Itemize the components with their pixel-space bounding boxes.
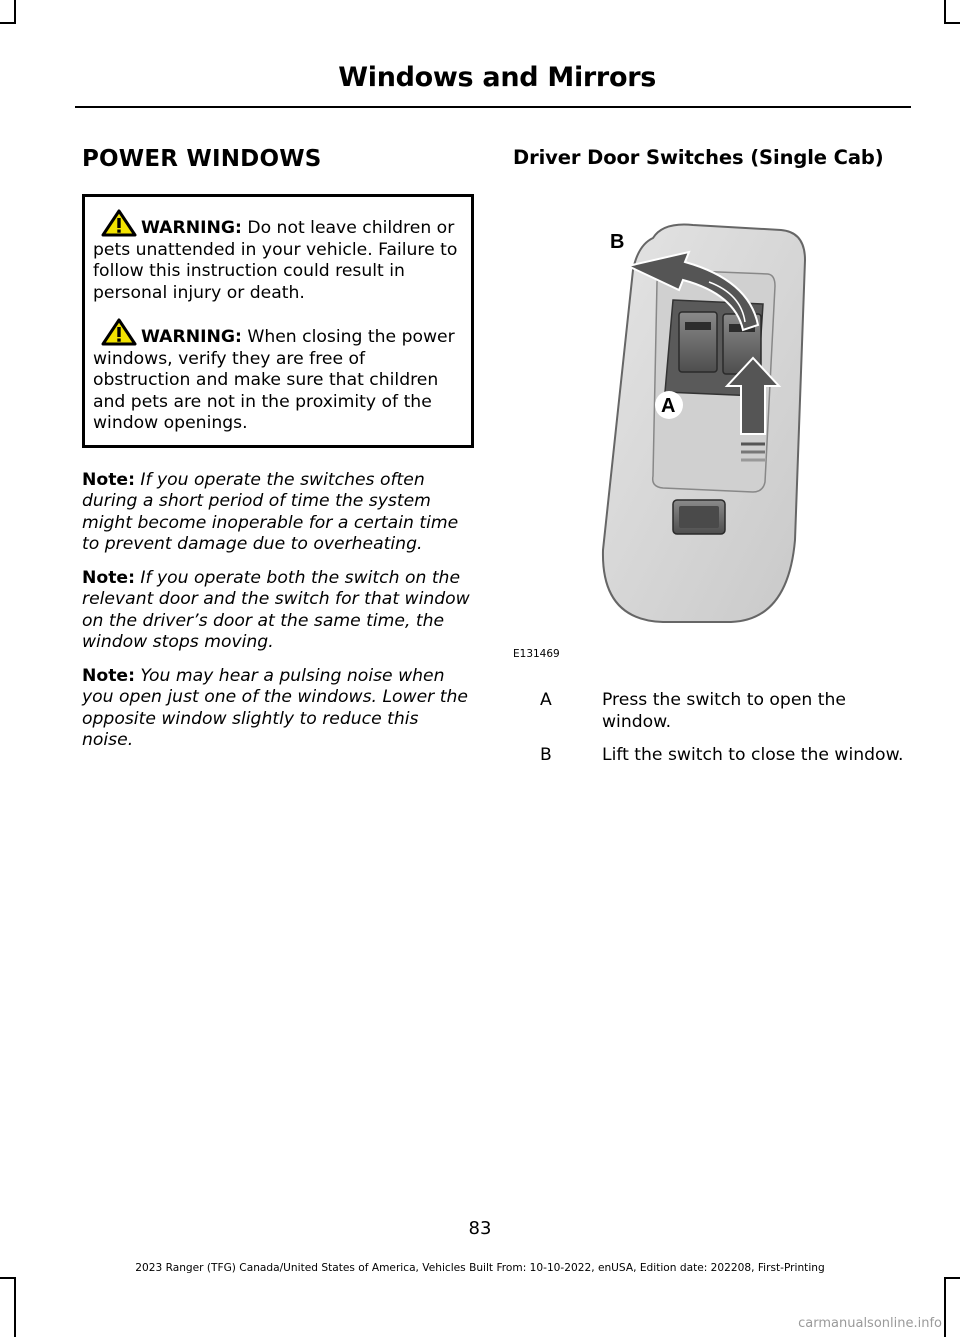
note-label: Note: xyxy=(82,469,135,490)
crop-mark xyxy=(14,1279,16,1337)
left-column xyxy=(82,146,474,764)
legend-description: Press the switch to open the window. xyxy=(602,690,846,732)
warning-triangle-icon xyxy=(101,209,137,237)
section-heading: POWER WINDOWS xyxy=(82,146,322,172)
window-switch-left xyxy=(679,312,717,372)
legend-row xyxy=(540,745,910,767)
page-number: 83 xyxy=(468,1218,492,1239)
warning-label: WARNING: xyxy=(141,327,242,347)
legend-key: A xyxy=(540,690,552,710)
warning-label: WARNING: xyxy=(141,218,242,238)
note-label: Note: xyxy=(82,567,135,588)
callout-b: B xyxy=(610,231,625,253)
note-text: You may hear a pulsing noise when you open just one of the windows. Lower the opposite window slightly to reduce this noise. xyxy=(82,665,468,750)
warning-paragraph xyxy=(93,209,463,304)
legend-description: Lift the switch to close the window. xyxy=(602,745,904,765)
driver-door-switch-panel-diagram xyxy=(513,200,913,640)
legend-table xyxy=(540,690,910,779)
crop-mark xyxy=(0,22,16,24)
right-column xyxy=(513,146,913,169)
crop-mark xyxy=(944,0,946,24)
note-paragraph xyxy=(82,568,474,654)
switch-illustration xyxy=(513,200,913,670)
warning-box xyxy=(82,194,474,448)
crop-mark xyxy=(944,22,960,24)
warning-paragraph xyxy=(93,318,463,435)
warning-text: When closing the power windows, verify they are free of obstruction and make sure that children and pets are not in the proximity of the window openings. xyxy=(93,327,455,433)
legend-row xyxy=(540,690,910,733)
warning-text: Do not leave children or pets unattended in your vehicle. Failure to follow this instruction could result in personal injury or death. xyxy=(93,218,458,303)
watermark: carmanualsonline.info xyxy=(798,1316,942,1331)
callout-a: A xyxy=(661,395,676,417)
note-text: If you operate the switches often during a short period of time the system might become inoperable for a certain time to prevent damage due to overheating. xyxy=(82,469,459,554)
crop-mark xyxy=(14,0,16,24)
crop-mark xyxy=(0,1277,16,1279)
header-divider xyxy=(75,106,911,108)
subsection-heading: Driver Door Switches (Single Cab) xyxy=(513,146,884,169)
note-paragraph xyxy=(82,470,474,556)
page-header-title: Windows and Mirrors xyxy=(338,62,656,93)
warning-triangle-icon xyxy=(101,318,137,346)
legend-key: B xyxy=(540,745,552,765)
crop-mark xyxy=(944,1279,946,1337)
footer-edition-text: 2023 Ranger (TFG) Canada/United States of America, Vehicles Built From: 10-10-2022, enUSA, Edition date: 202208, First-Printing xyxy=(135,1262,825,1274)
note-paragraph xyxy=(82,666,474,752)
figure-id: E131469 xyxy=(513,648,560,660)
crop-mark xyxy=(944,1277,960,1279)
note-text: If you operate both the switch on the relevant door and the switch for that window on the driver’s door at the same time, the window stops moving. xyxy=(82,567,470,652)
note-label: Note: xyxy=(82,665,135,686)
